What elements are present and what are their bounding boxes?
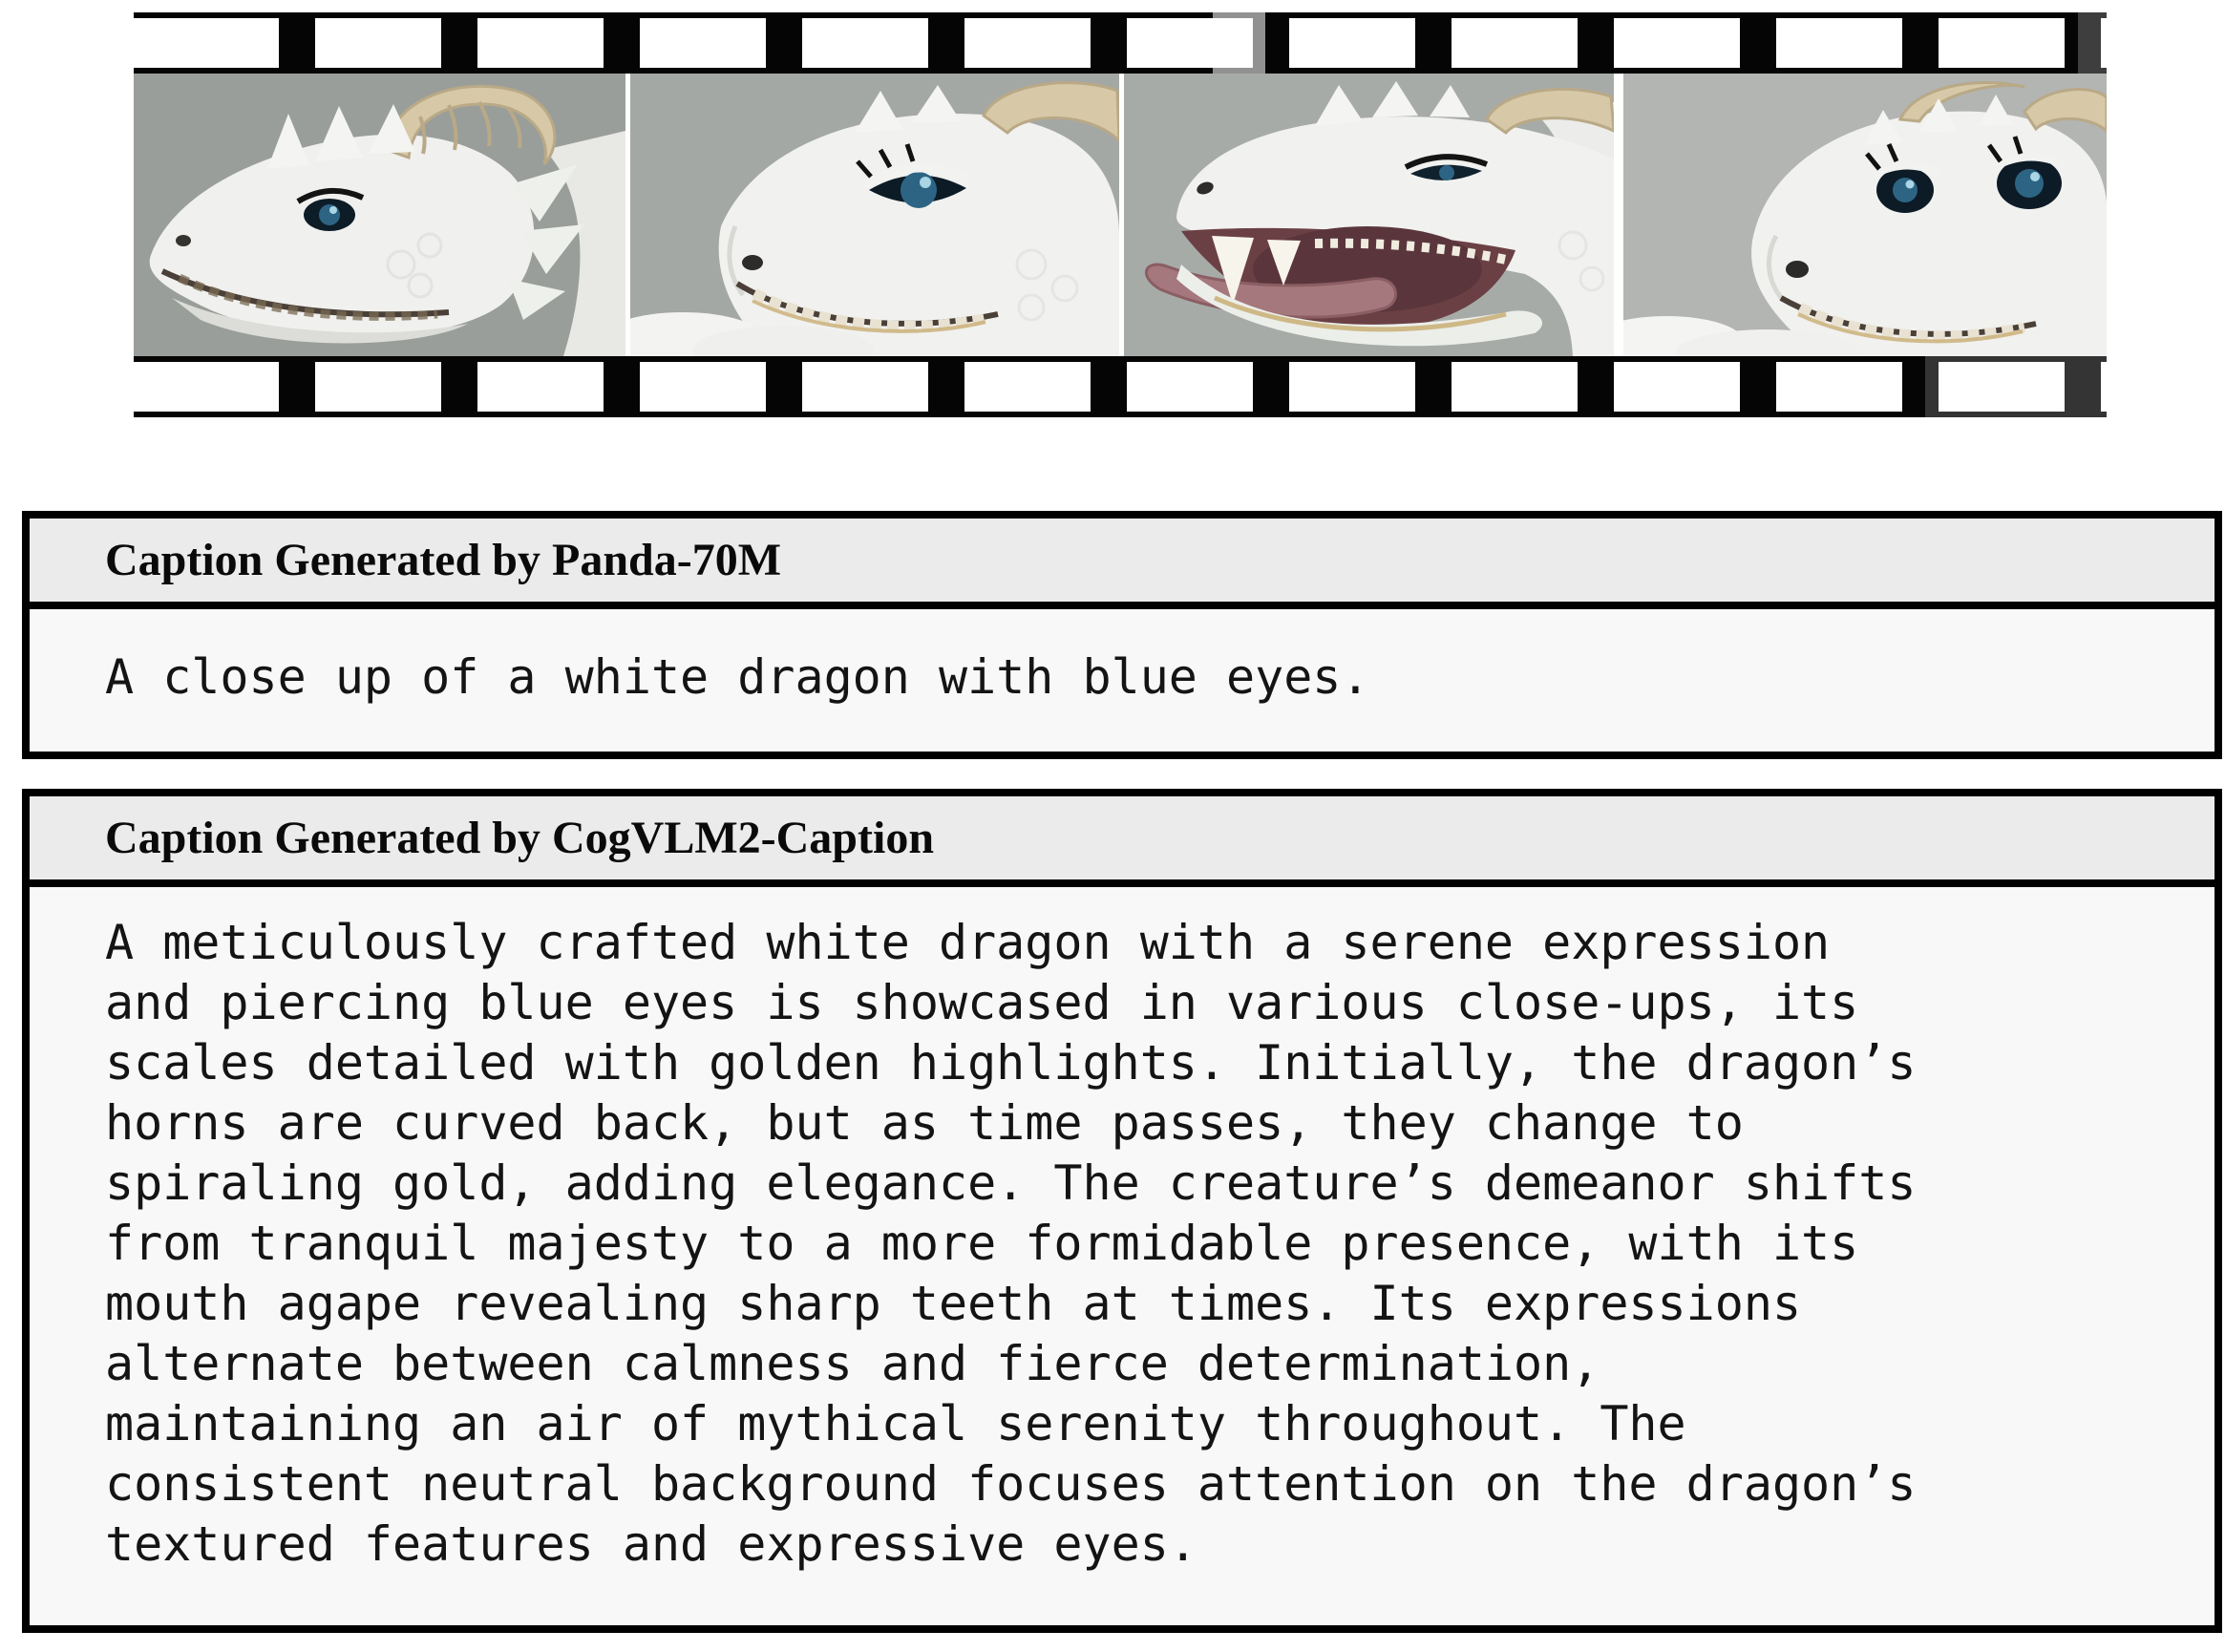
- caption-line: textured features and expressive eyes.: [105, 1516, 1197, 1572]
- caption-line: alternate between calmness and fierce determination,: [105, 1336, 1600, 1391]
- panda-box-header: [30, 519, 2214, 609]
- film-sprocket-row-top: [134, 12, 2107, 74]
- caption-line: from tranquil majesty to a more formidable presence, with its: [105, 1216, 1859, 1271]
- film-frame-3: [1124, 74, 1614, 356]
- panda-box-title: Caption Generated by Panda-70M: [105, 535, 781, 585]
- film-frame-1: [134, 74, 625, 356]
- caption-line: mouth agape revealing sharp teeth at times. Its expressions: [105, 1276, 1802, 1331]
- panda-box-body: [30, 609, 2214, 708]
- film-frames: [134, 74, 2107, 356]
- film-strip: [134, 12, 2107, 417]
- film-sprocket-row-bottom: [134, 356, 2107, 417]
- film-frame-4: [1623, 74, 2107, 356]
- caption-line: maintaining an air of mythical serenity throughout. The: [105, 1396, 1686, 1451]
- cogvlm-caption-box: [22, 789, 2222, 1633]
- sprocket-holes-bottom: [134, 362, 2107, 412]
- caption-line: horns are curved back, but as time passes, they change to: [105, 1095, 1744, 1151]
- caption-line: and piercing blue eyes is showcased in various close-ups, its: [105, 975, 1859, 1030]
- panda-caption-text: A close up of a white dragon with blue eyes.: [105, 649, 1370, 705]
- cogvlm-box-title: Caption Generated by CogVLM2-Caption: [105, 813, 935, 863]
- film-shade-top-right: [2078, 12, 2107, 74]
- film-shade-bottom-right: [1925, 356, 2107, 417]
- caption-line: scales detailed with golden highlights. Initially, the dragon’s: [105, 1035, 1917, 1091]
- dragon-face-icon: [630, 74, 1119, 356]
- panda-caption-box: [22, 511, 2222, 759]
- film-frame-2: [630, 74, 1119, 356]
- film-seam-overlay: [1213, 12, 1265, 74]
- caption-line: spiraling gold, adding elegance. The creature’s demeanor shifts: [105, 1155, 1917, 1211]
- dragon-profile-icon: [134, 74, 625, 356]
- cogvlm-box-body: [30, 887, 2214, 1575]
- dragon-open-mouth-icon: [1124, 74, 1614, 356]
- caption-line: A meticulously crafted white dragon with a serene expression: [105, 915, 1831, 970]
- dragon-two-eyes-icon: [1623, 74, 2107, 356]
- cogvlm-box-header: [30, 796, 2214, 887]
- caption-line: consistent neutral background focuses attention on the dragon’s: [105, 1456, 1917, 1512]
- sprocket-holes-top: [134, 18, 2107, 68]
